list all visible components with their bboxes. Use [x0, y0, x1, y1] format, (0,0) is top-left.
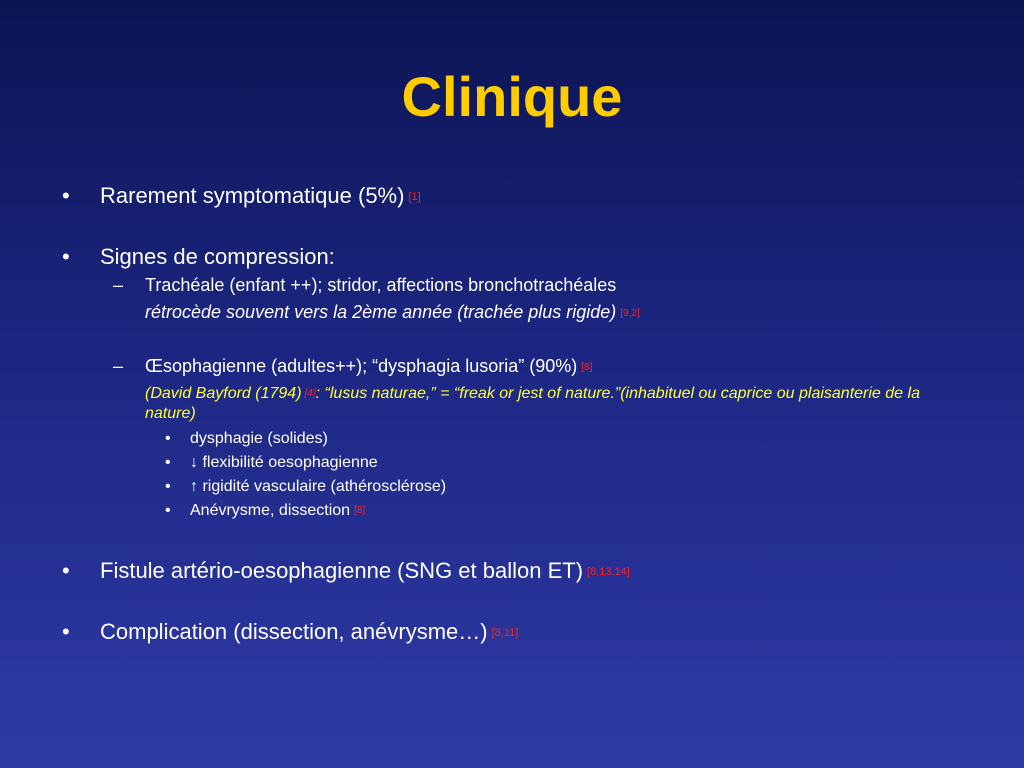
bullet-marker: •: [62, 244, 70, 269]
sub-text: rétrocède souvent vers la 2ème année (trachée plus rigide): [145, 302, 617, 322]
bullet-marker: •: [62, 619, 70, 644]
bullet-text: Complication (dissection, anévrysme…): [100, 619, 488, 644]
quote-author: (David Bayford (1794): [145, 385, 302, 402]
bullet-marker: •: [62, 558, 70, 583]
reference-link: [1]: [408, 191, 421, 203]
bullet-complication: [100, 619, 518, 646]
bullet-marker: •: [165, 430, 171, 447]
bullet-fistule: [100, 558, 630, 585]
subsub-dysphagie: dysphagie (solides): [190, 430, 328, 447]
bullet-marker: •: [62, 183, 70, 208]
bullet-text: Fistule artério-oesophagienne (SNG et ballon ET): [100, 558, 584, 583]
bullet-rarement: [100, 183, 421, 210]
bullet-marker: •: [165, 478, 171, 495]
sub-tracheale-cont: [145, 301, 640, 325]
subsub-text: Anévrysme, dissection: [190, 502, 351, 519]
slide-title: Clinique: [401, 65, 623, 128]
sub-tracheale: Trachéale (enfant ++); stridor, affections bronchotrachéales: [145, 275, 617, 295]
reference-link: [8,13,14]: [587, 566, 630, 578]
bullet-signes: Signes de compression:: [100, 244, 335, 269]
subsub-anevrysme: [190, 501, 365, 521]
reference-link: [8,11]: [491, 627, 519, 639]
quote-bayford: [145, 384, 975, 424]
reference-link: [4]: [304, 388, 316, 399]
reference-link: [8]: [354, 505, 366, 516]
sub-oesophagienne: [145, 355, 592, 379]
bullet-marker: •: [165, 454, 171, 471]
dash-marker: –: [113, 356, 124, 376]
subsub-flexibilite: ↓ flexibilité oesophagienne: [190, 454, 378, 471]
reference-link: [8]: [581, 362, 593, 373]
subsub-rigidite: ↑ rigidité vasculaire (athérosclérose): [190, 478, 447, 495]
reference-link: [9,2]: [620, 308, 640, 319]
dash-marker: –: [113, 275, 124, 295]
sub-text: Œsophagienne (adultes++); “dysphagia lusoria” (90%): [145, 356, 578, 376]
bullet-text: Rarement symptomatique (5%): [100, 183, 405, 208]
bullet-marker: •: [165, 502, 171, 519]
quote-text: : “lusus naturae,” = “freak or jest of nature.”(inhabituel ou caprice ou plaisanterie de la nature): [145, 385, 920, 422]
